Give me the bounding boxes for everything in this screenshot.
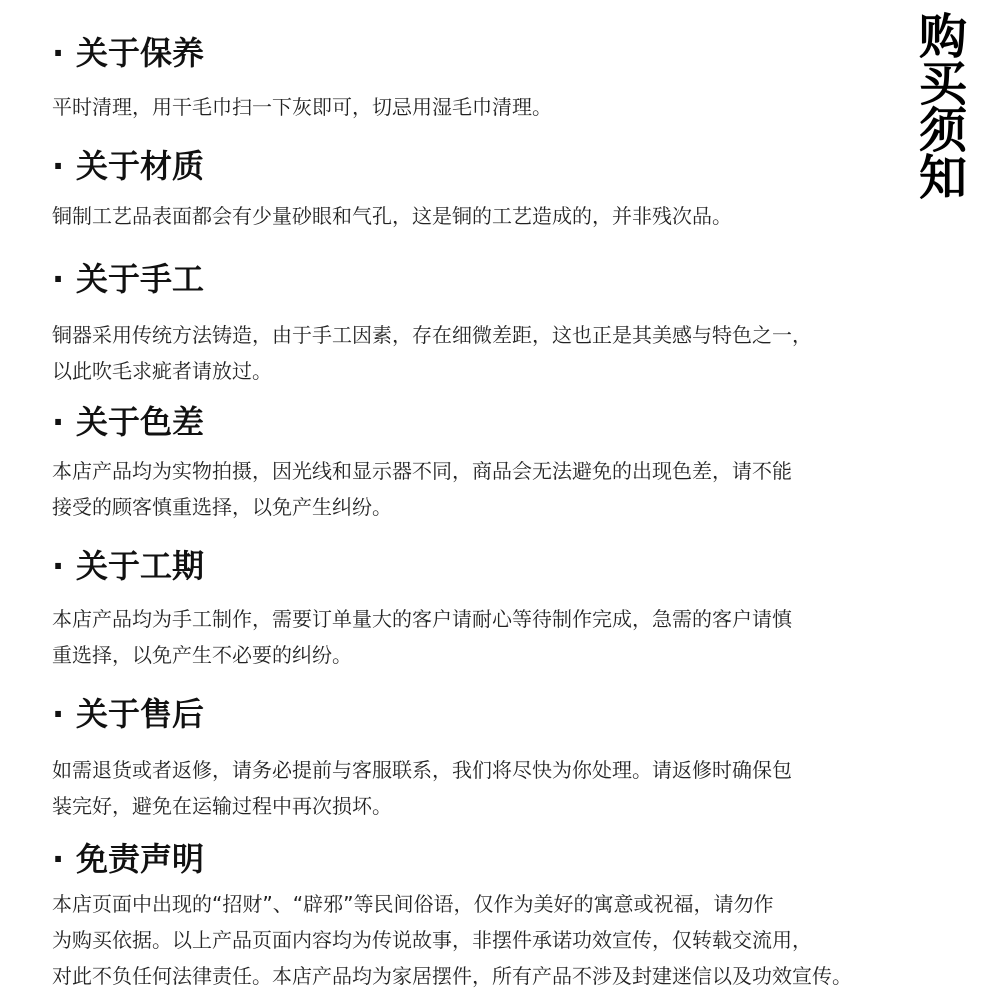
body-line: 以此吹毛求疵者请放过。: [52, 359, 272, 383]
section-heading-color-difference: [52, 402, 204, 442]
heading-text: 关于手工: [76, 260, 205, 298]
bullet-icon: ·: [52, 147, 65, 185]
body-line: 本店产品均为实物拍摄，因光线和显示器不同，商品会无法避免的出现色差，请不能: [52, 459, 792, 483]
body-line: 如需退货或者返修，请务必提前与客服联系，我们将尽快为你处理。请返修时确保包: [52, 758, 792, 782]
section-heading-after-sales: [52, 694, 204, 734]
body-line: 本店页面中出现的“招财”、“辟邪”等民间俗语，仅作为美好的寓意或祝福，请勿作: [52, 892, 774, 916]
section-body-handmade: [52, 317, 982, 389]
section-body-material: [52, 198, 982, 234]
body-line: 装完好，避免在运输过程中再次损坏。: [52, 794, 392, 818]
body-line: 本店产品均为手工制作，需要订单量大的客户请耐心等待制作完成，急需的客户请慎: [52, 607, 792, 631]
heading-text: 免责声明: [76, 840, 205, 878]
bullet-icon: ·: [52, 403, 65, 441]
body-line: 铜器采用传统方法铸造，由于手工因素，存在细微差距，这也正是其美感与特色之一，: [52, 323, 812, 347]
body-line: 为购买依据。以上产品页面内容均为传说故事，非摆件承诺功效宣传，仅转载交流用，: [52, 928, 812, 952]
body-line: 铜制工艺品表面都会有少量砂眼和气孔，这是铜的工艺造成的，并非残次品。: [52, 204, 732, 228]
section-heading-material: [52, 146, 204, 186]
section-body-lead-time: [52, 601, 982, 673]
body-line: 接受的顾客慎重选择，以免产生纠纷。: [52, 495, 392, 519]
bullet-icon: ·: [52, 547, 65, 585]
side-title-char: 须: [918, 103, 967, 159]
bullet-icon: ·: [52, 695, 65, 733]
heading-text: 关于色差: [76, 403, 205, 441]
body-line: 对此不负任何法律责任。本店产品均为家居摆件，所有产品不涉及封建迷信以及功效宣传。: [52, 964, 852, 988]
bullet-icon: ·: [52, 260, 65, 298]
section-heading-lead-time: [52, 546, 204, 586]
section-body-after-sales: [52, 752, 982, 824]
section-body-color-difference: [52, 453, 982, 525]
section-heading-maintenance: [52, 33, 204, 73]
section-heading-disclaimer: [52, 839, 204, 879]
section-heading-handmade: [52, 259, 204, 299]
section-body-maintenance: [52, 89, 982, 125]
heading-text: 关于工期: [76, 547, 205, 585]
heading-text: 关于售后: [76, 695, 205, 733]
side-title-char: 购: [918, 9, 967, 65]
bullet-icon: ·: [52, 34, 65, 72]
body-line: 重选择，以免产生不必要的纠纷。: [52, 643, 352, 667]
heading-text: 关于保养: [76, 34, 205, 72]
heading-text: 关于材质: [76, 147, 205, 185]
section-body-disclaimer: [52, 886, 982, 994]
side-title-char: 买: [918, 56, 967, 112]
bullet-icon: ·: [52, 840, 65, 878]
body-line: 平时清理，用干毛巾扫一下灰即可，切忌用湿毛巾清理。: [52, 95, 552, 119]
side-title-char: 知: [918, 150, 967, 206]
